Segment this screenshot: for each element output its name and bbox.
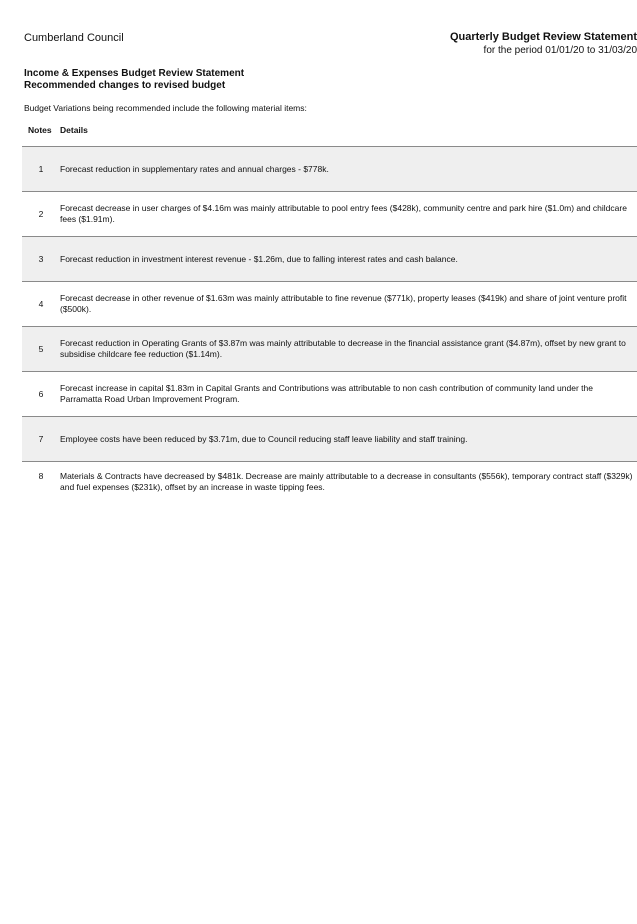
table-row bbox=[22, 416, 637, 461]
variations-table bbox=[22, 146, 637, 505]
intro-text: Budget Variations being recommended include the following material items: bbox=[24, 103, 307, 113]
table-row bbox=[22, 191, 637, 236]
report-period: for the period 01/01/20 to 31/03/20 bbox=[483, 45, 637, 56]
note-detail: Forecast reduction in Operating Grants of $3.87m was mainly attributable to decrease in the financial assistance grant ($4.87m), offset by new grant to subsidise childcare fee reduction ($1.14m). bbox=[60, 338, 626, 359]
note-detail: Forecast reduction in supplementary rates and annual charges - $778k. bbox=[60, 163, 329, 174]
note-number: 7 bbox=[38, 434, 44, 444]
note-number: 8 bbox=[38, 471, 44, 481]
section-title bbox=[24, 68, 244, 92]
council-name: Cumberland Council bbox=[24, 32, 124, 44]
note-detail: Materials & Contracts have decreased by $481k. Decrease are mainly attributable to a decrease in consultants ($556k), temporary contract staff ($329k) and fuel expenses ($231k), offset by an increase in waste tipping fees. bbox=[60, 471, 633, 492]
note-number: 4 bbox=[38, 299, 44, 309]
section-title-line-1: Income & Expenses Budget Review Statement bbox=[24, 68, 245, 79]
note-detail: Forecast reduction in investment interest revenue - $1.26m, due to falling interest rates and cash balance. bbox=[60, 253, 458, 264]
table-row bbox=[22, 281, 637, 326]
table-row bbox=[22, 236, 637, 281]
report-title: Quarterly Budget Review Statement bbox=[449, 31, 637, 43]
note-number: 6 bbox=[38, 389, 44, 399]
note-detail: Forecast decrease in other revenue of $1.63m was mainly attributable to fine revenue ($771k), property leases ($419k) and share of joint venture profit ($500k). bbox=[60, 293, 627, 314]
note-number: 5 bbox=[38, 344, 44, 354]
table-row bbox=[22, 371, 637, 416]
note-number: 3 bbox=[38, 254, 44, 264]
note-detail: Forecast increase in capital $1.83m in Capital Grants and Contributions was attributable to non cash contribution of community land under the Parramatta Road Urban Improvement Program. bbox=[60, 383, 593, 404]
note-number: 2 bbox=[38, 209, 44, 219]
note-detail: Employee costs have been reduced by $3.71m, due to Council reducing staff leave liability and staff training. bbox=[60, 433, 468, 444]
column-header-details: Details bbox=[60, 125, 88, 135]
note-number: 1 bbox=[38, 164, 44, 174]
column-header-notes: Notes bbox=[28, 125, 52, 135]
note-detail: Forecast decrease in user charges of $4.16m was mainly attributable to pool entry fees ($428k), community centre and park hire ($1.0m) and childcare fees ($1.91m). bbox=[60, 203, 627, 224]
table-row bbox=[22, 461, 637, 505]
table-row bbox=[22, 146, 637, 191]
table-row bbox=[22, 326, 637, 371]
section-title-line-2: Recommended changes to revised budget bbox=[24, 80, 226, 91]
